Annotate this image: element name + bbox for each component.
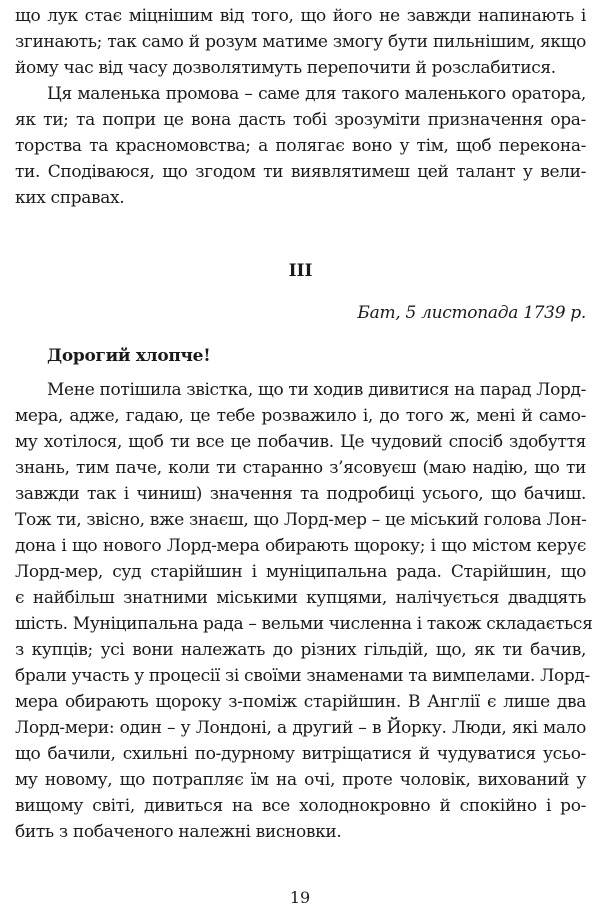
text-line: Тож ти, звісно, вже знаєш, що Лорд-мер – це міський голова Лон- (15, 510, 587, 530)
letter-date: Бат, 5 листопада 1739 р. (357, 303, 586, 323)
text-line: Ця маленька промова – саме для такого маленького оратора, (47, 84, 586, 104)
text-line: знань, тим паче, коли ти старанно з’ясовуєш (маю надію, що ти (15, 458, 586, 478)
text-line: мера, адже, гадаю, це тебе розважило і, до того ж, мені й само- (15, 406, 586, 426)
text-line: що бачили, схильні по-дурному витріщатися й чудуватися усьо- (15, 744, 586, 764)
text-line: з купців; усі вони належать до різних гільдій, що, як ти бачив, (15, 640, 586, 660)
text-line: є найбільш знатними міськими купцями, налічується двадцять (15, 588, 586, 608)
text-line: брали участь у процесії зі своїми знаменами та вимпелами. Лорд- (15, 666, 590, 686)
text-line: ких справах. (15, 188, 125, 208)
page-number: 19 (289, 888, 311, 907)
section-number: III (288, 261, 313, 281)
text-line: йому час від часу дозволятимуть перепочити й розслабитися. (15, 58, 556, 78)
text-line: що лук стає міцнішим від того, що його не завжди напинають і (15, 6, 586, 26)
text-line: му новому, що потрапляє їм на очі, проте чоловік, вихований у (15, 770, 586, 790)
text-line: як ти; та попри це вона дасть тобі зрозуміти призначення ора- (15, 110, 586, 130)
text-line: вищому світі, дивиться на все холоднокровно й спокійно і ро- (15, 796, 586, 816)
text-line: Мене потішила звістка, що ти ходив дивитися на парад Лорд- (47, 380, 586, 400)
text-line: му хотілося, щоб ти все це побачив. Це чудовий спосіб здобуття (15, 432, 586, 452)
text-line: згинають; так само й розум матиме змогу бути пильнішим, якщо (15, 32, 586, 52)
text-line: Лорд-мер, суд старійшин і муніципальна рада. Старійшин, що (15, 562, 586, 582)
text-line: завжди так і чиниш) значення та подробиці усього, що бачиш. (15, 484, 586, 504)
letter-greeting: Дорогий хлопче! (47, 346, 211, 366)
text-line: Лорд-мери: один – у Лондоні, а другий – в Йорку. Люди, які мало (15, 718, 586, 738)
text-line: бить з побаченого належні висновки. (15, 822, 342, 842)
text-line: шість. Муніципальна рада – вельми численна і також складається (15, 614, 593, 634)
text-line: торства та красномовства; а полягає воно у тім, щоб переконa- (15, 136, 586, 156)
text-line: дона і що нового Лорд-мера обирають щороку; і що містом керує (15, 536, 586, 556)
text-line: ти. Сподіваюся, що згодом ти виявлятимеш цей талант у вели- (15, 162, 586, 182)
text-line: мера обирають щороку з-поміж старійшин. В Англії є лише два (15, 692, 586, 712)
